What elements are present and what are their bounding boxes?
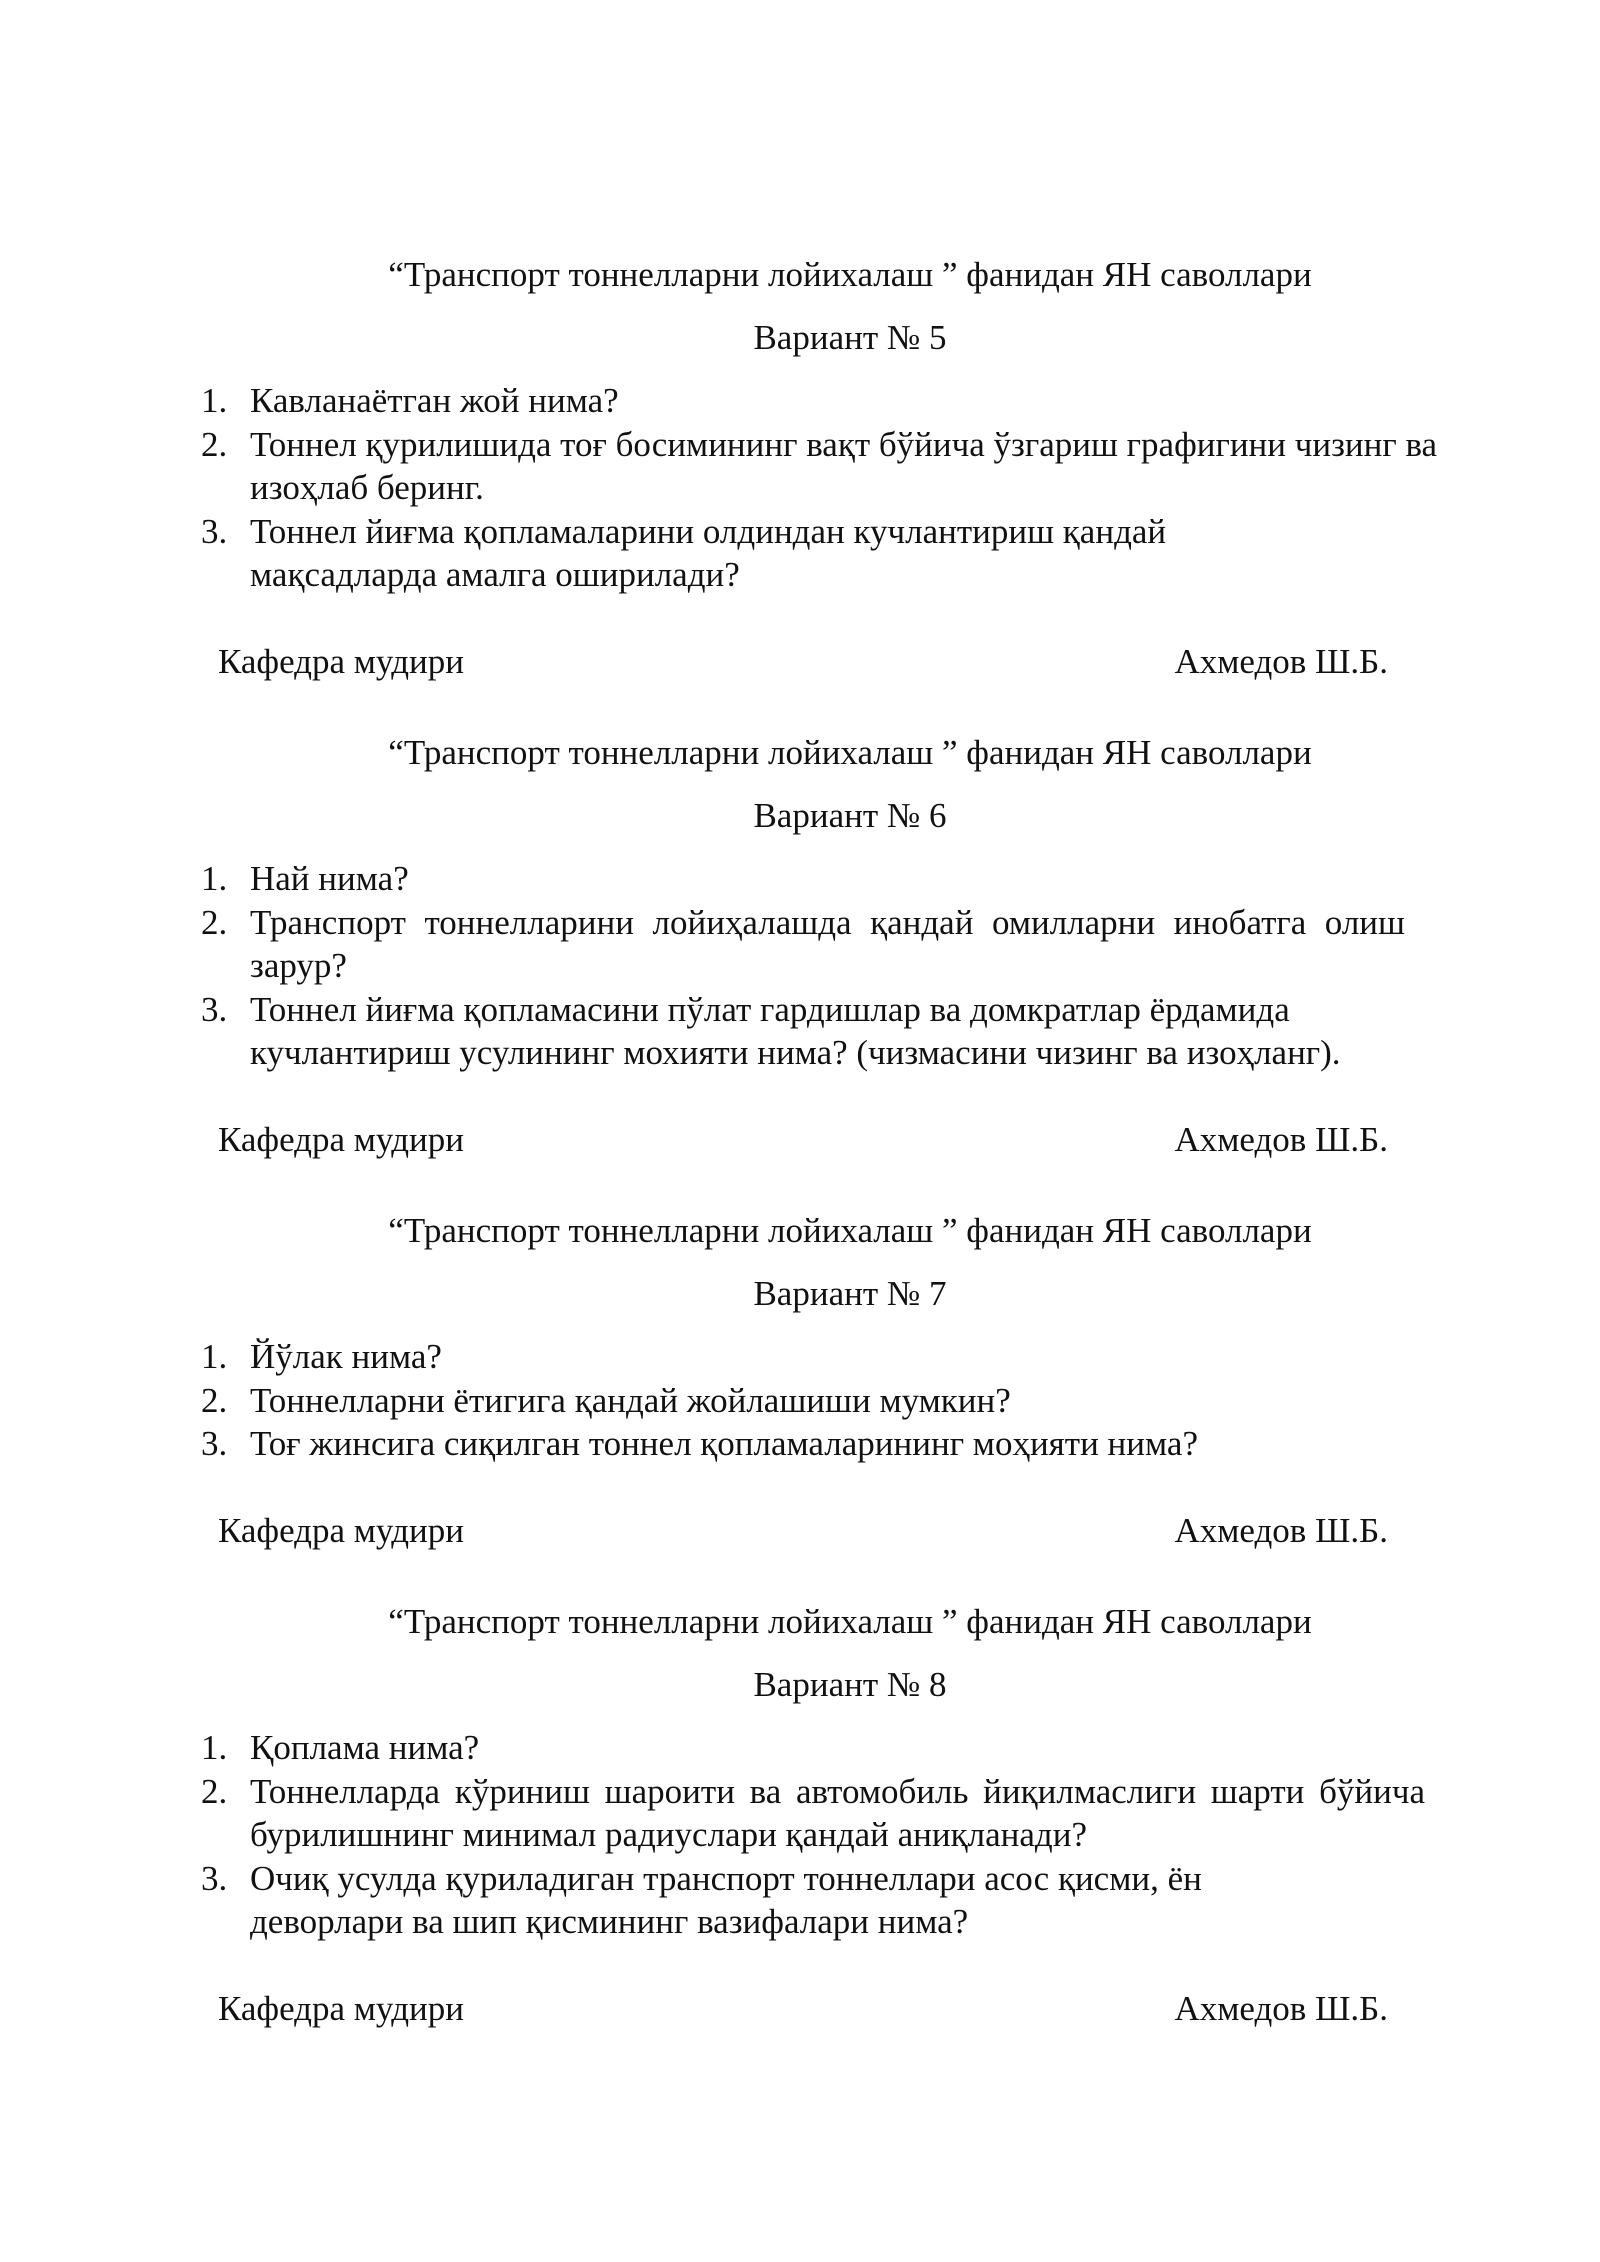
signature-name: Ахмедов Ш.Б. [1174, 1511, 1388, 1550]
question-number: 2. [201, 1380, 228, 1420]
variant-number: Вариант № 7 [753, 1274, 947, 1313]
signature-label: Кафедра мудири [218, 1989, 464, 2028]
variant-number: Вариант № 6 [753, 796, 947, 835]
question-item [195, 1726, 1445, 1770]
question-item [195, 1335, 1445, 1379]
question-text: Тоннел йиғма қопламасини пўлат гардишлар ва домкратлар ёрдамида кучлантириш усулининг мохияти нима? (чизмасини чизинг ва изоҳланг). [250, 989, 1341, 1072]
variant-number: Вариант № 5 [753, 318, 947, 357]
question-text: Қоплама нима? [250, 1728, 480, 1767]
signature-label: Кафедра мудири [218, 1120, 464, 1159]
question-item [195, 857, 1445, 901]
signature-label: Кафедра мудири [218, 642, 464, 681]
signature-label: Кафедра мудири [218, 1511, 464, 1550]
variant-title: “Транспорт тоннелларни лойихалаш ” фанидан ЯН саволлари [388, 1211, 1312, 1250]
question-text: Тоннелларда кўриниш шароити ва автомобиль йиқилмаслиги шарти бўйича бурилишнинг минимал радиуслари қандай аниқланади? [250, 1771, 1425, 1854]
question-text: Тоннел қурилишида тоғ босимининг вақт бўйича ўзгариш графигини чизинг ва изоҳлаб беринг. [250, 424, 1438, 507]
question-item [195, 901, 1445, 988]
signature-name: Ахмедов Ш.Б. [1174, 1989, 1388, 2028]
question-number: 3. [201, 989, 228, 1029]
variant-title: “Транспорт тоннелларни лойихалаш ” фанидан ЯН саволлари [388, 733, 1312, 772]
question-list [195, 1335, 1445, 1466]
signature-name: Ахмедов Ш.Б. [1174, 642, 1388, 681]
question-number: 1. [201, 1728, 228, 1767]
question-number: 3. [201, 1858, 228, 1898]
question-text: Кавланаётган жой нима? [250, 381, 619, 420]
signature-name: Ахмедов Ш.Б. [1174, 1120, 1388, 1159]
variant-title: “Транспорт тоннелларни лойихалаш ” фанидан ЯН саволлари [388, 1602, 1312, 1641]
question-text: Тоннелларни ётигига қандай жойлашиши мумкин? [250, 1380, 1011, 1420]
question-item [195, 423, 1445, 510]
question-number: 3. [201, 511, 228, 551]
question-number: 2. [201, 1771, 228, 1811]
question-number: 1. [201, 381, 228, 420]
question-text: Очиқ усулда қуриладиган транспорт тоннеллари асос қисми, ён деворлари ва шип қисмининг вазифалари нима? [250, 1858, 1202, 1941]
question-item [195, 1857, 1445, 1944]
question-item [195, 1422, 1445, 1466]
question-text: Йўлак нима? [250, 1337, 442, 1376]
question-text: Тоғ жинсига сиқилган тоннел қопламаларининг моҳияти нима? [250, 1424, 1198, 1463]
question-number: 3. [201, 1424, 228, 1463]
question-number: 1. [201, 859, 228, 898]
question-item [195, 988, 1445, 1075]
question-item [195, 510, 1445, 597]
question-text: Тоннел йиғма қопламаларини олдиндан кучлантириш қандай мақсадларда амалга оширилади? [250, 511, 1167, 594]
variant-title: “Транспорт тоннелларни лойихалаш ” фанидан ЯН саволлари [388, 255, 1312, 294]
variant-number: Вариант № 8 [753, 1665, 947, 1704]
question-text: Транспорт тоннелларини лойиҳалашда қандай омилларни инобатга олиш зарур? [250, 902, 1405, 985]
question-text: Най нима? [250, 859, 409, 898]
question-item [195, 1770, 1445, 1857]
question-list [195, 1726, 1445, 1944]
question-number: 1. [201, 1337, 228, 1376]
question-item [195, 1379, 1445, 1423]
question-number: 2. [201, 424, 228, 464]
question-number: 2. [201, 902, 228, 942]
question-list [195, 379, 1445, 597]
question-list [195, 857, 1445, 1075]
question-item [195, 379, 1445, 423]
